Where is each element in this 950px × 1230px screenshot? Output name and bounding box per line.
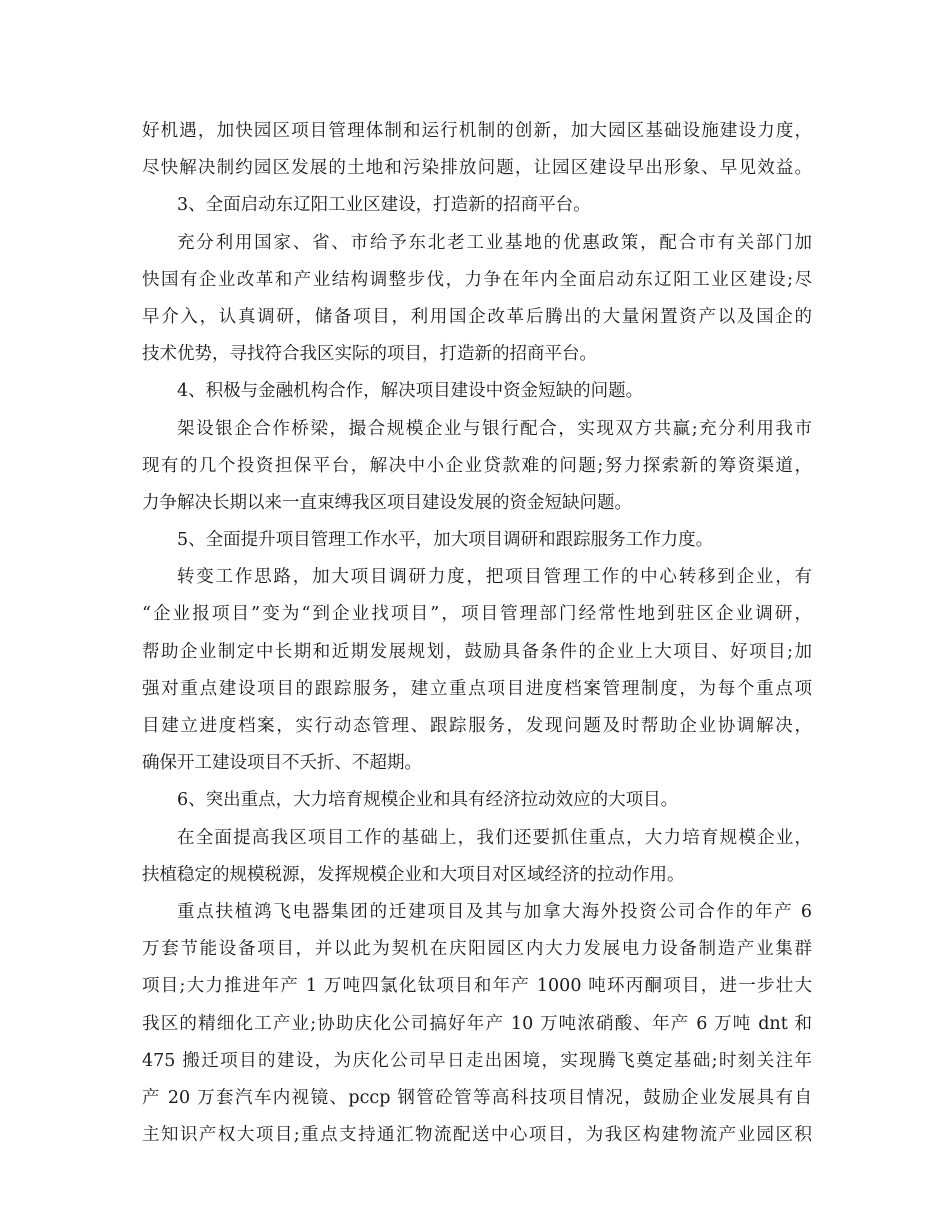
text-line: 项目;大力推进年产 1 万吨四氯化钛项目和年产 1000 吨环丙酮项目，进一步壮大 (142, 976, 812, 997)
text-line: 扶植稳定的规模税源，发挥规模企业和大项目对区域经济的拉动作用。 (142, 864, 685, 885)
text-line: 帮助企业制定中长期和近期发展规划，鼓励具备条件的企业上大项目、好项目;加 (142, 641, 812, 662)
text-line: 我区的精细化工产业;协助庆化公司搞好年产 10 万吨浓硝酸、年产 6 万吨 dnt 和 (142, 1013, 812, 1034)
text-line: 强对重点建设项目的跟踪服务，建立重点项目进度档案管理制度，为每个重点项 (142, 678, 812, 699)
text-line: “企业报项目”变为“到企业找项目”，项目管理部门经常性地到驻区企业调研， (142, 604, 812, 625)
text-line: 早介入，认真调研，储备项目，利用国企改革后腾出的大量闲置资产以及国企的 (142, 306, 812, 327)
text-line: 确保开工建设项目不夭折、不超期。 (142, 753, 422, 774)
text-line: 架设银企合作桥梁，撮合规模企业与银行配合，实现双方共赢;充分利用我市 (177, 418, 812, 439)
text-line: 产 20 万套汽车内视镜、pccp 钢管砼管等高科技项目情况，鼓励企业发展具有自 (142, 1087, 812, 1108)
section-heading-4: 4、积极与金融机构合作，解决项目建设中资金短缺的问题。 (177, 381, 644, 402)
text-line: 万套节能设备项目，并以此为契机在庆阳园区内大力发展电力设备制造产业集群 (142, 939, 812, 960)
text-line: 充分利用国家、省、市给予东北老工业基地的优惠政策，配合市有关部门加 (177, 232, 812, 253)
text-line: 在全面提高我区项目工作的基础上，我们还要抓住重点，大力培育规模企业， (177, 827, 812, 848)
text-line: 475 搬迁项目的建设，为庆化公司早日走出困境，实现腾飞奠定基础;时刻关注年 (142, 1050, 812, 1071)
text-line: 力争解决长期以来一直束缚我区项目建设发展的资金短缺问题。 (142, 492, 632, 513)
text-line: 目建立进度档案，实行动态管理、跟踪服务，发现问题及时帮助企业协调解决， (142, 716, 812, 736)
text-line: 技术优势，寻找符合我区实际的项目，打造新的招商平台。 (142, 344, 597, 365)
text-line: 主知识产权大项目;重点支持通汇物流配送中心项目，为我区构建物流产业园区积 (142, 1125, 812, 1146)
section-heading-5: 5、全面提升项目管理工作水平，加大项目调研和跟踪服务工作力度。 (177, 530, 714, 551)
text-line: 尽快解决制约园区发展的土地和污染排放问题，让园区建设早出形象、早见效益。 (142, 158, 812, 179)
text-line: 快国有企业改革和产业结构调整步伐，力争在年内全面启动东辽阳工业区建设;尽 (142, 269, 812, 290)
text-line: 好机遇，加快园区项目管理体制和运行机制的创新，加大园区基础设施建设力度， (142, 121, 812, 141)
section-heading-3: 3、全面启动东辽阳工业区建设，打造新的招商平台。 (177, 195, 591, 216)
text-line: 现有的几个投资担保平台，解决中小企业贷款难的问题;努力探索新的筹资渠道， (142, 455, 812, 476)
document-body (142, 113, 812, 1154)
text-line: 转变工作思路，加大项目调研力度，把项目管理工作的中心转移到企业，有 (177, 567, 812, 588)
section-heading-6: 6、突出重点，大力培育规模企业和具有经济拉动效应的大项目。 (177, 790, 679, 811)
text-line: 重点扶植鸿飞电器集团的迁建项目及其与加拿大海外投资公司合作的年产 6 (177, 901, 812, 922)
